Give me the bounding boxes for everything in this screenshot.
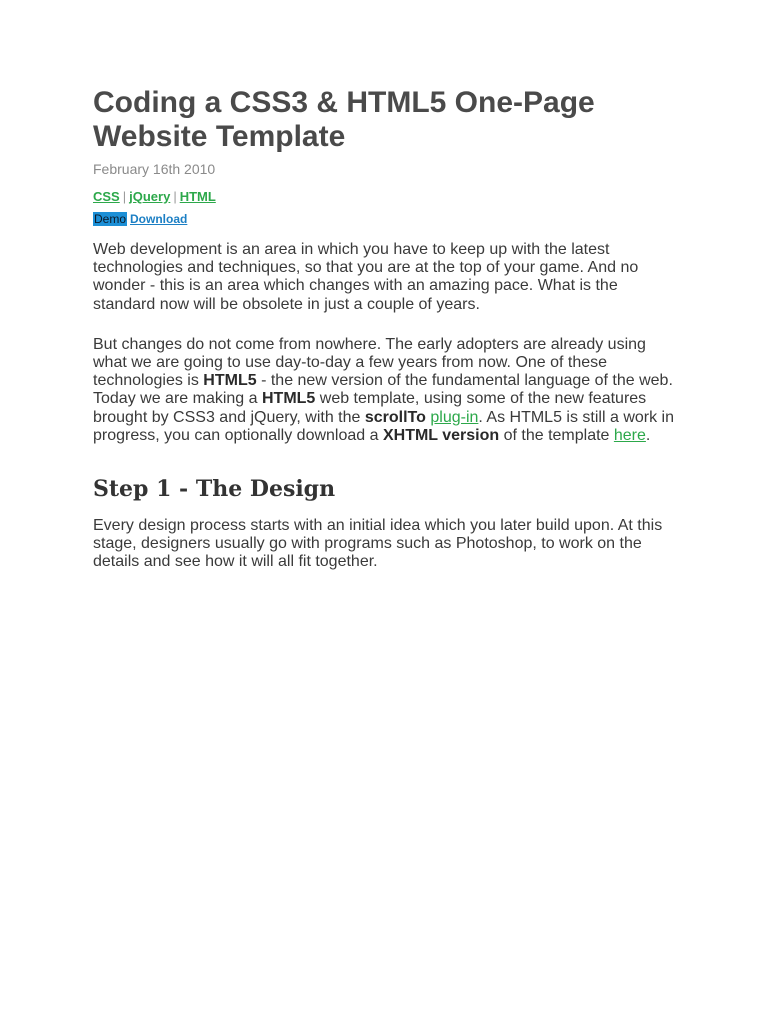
- tag-separator: |: [122, 189, 127, 204]
- paragraph-text: .: [645, 426, 651, 444]
- plugin-link[interactable]: plug-in: [430, 408, 479, 426]
- tag-html-link[interactable]: HTML: [179, 189, 216, 204]
- tag-css-link[interactable]: CSS: [93, 189, 120, 204]
- tag-separator: |: [173, 189, 177, 204]
- paragraph-early-adopters: [93, 336, 683, 391]
- tag-list: [93, 188, 683, 206]
- bold-html5: HTML5: [261, 390, 316, 408]
- resource-links: [93, 211, 683, 227]
- demo-link[interactable]: Demo: [94, 212, 127, 226]
- download-link[interactable]: Download: [130, 212, 188, 226]
- intro-paragraph: Web development is an area in which you have to keep up with the latest technologies and techniques, so that you are at the top of your game. And no wonder - this is an area which changes with an amazing pace. What is the standard now will be obsolete in just a couple of years.: [93, 241, 639, 313]
- paragraph-text: Today we are making a: [93, 390, 262, 408]
- here-link[interactable]: here: [613, 426, 646, 444]
- paragraph-template: [93, 390, 683, 445]
- paragraph-text: web template, using some of the new features brought by CSS3 and jQuery, with the: [93, 390, 647, 426]
- paragraph-text: of the template: [499, 426, 614, 444]
- bold-html5: HTML5: [203, 372, 257, 390]
- paragraph-text: But changes do not come from nowhere. The early adopters are already using what we are going to use day-to-day a few years from now. One of these technologies is: [93, 335, 646, 390]
- article: [93, 86, 683, 572]
- bold-scrollto: scrollTo: [364, 408, 426, 426]
- article-title: [93, 86, 683, 154]
- article-title-line-1: Coding a CSS3 & HTML5 One-Page: [93, 86, 595, 119]
- tag-jquery-link[interactable]: jQuery: [129, 189, 171, 204]
- article-title-line-2: Website Template: [93, 120, 346, 153]
- paragraph-text: . As HTML5 is still a work in progress, you can optionally download a: [93, 408, 674, 444]
- publish-date: February 16th 2010: [93, 161, 216, 177]
- paragraph-text: - the new version of the fundamental language of the web.: [256, 372, 673, 390]
- bold-xhtml-version: XHTML version: [382, 426, 500, 444]
- step-1-heading: Step 1 - The Design: [93, 476, 336, 503]
- step-1-paragraph: Every design process starts with an initial idea which you later build upon. At this stage, designers usually go with programs such as Photoshop, to work on the details and see how it will all fit together.: [93, 517, 663, 571]
